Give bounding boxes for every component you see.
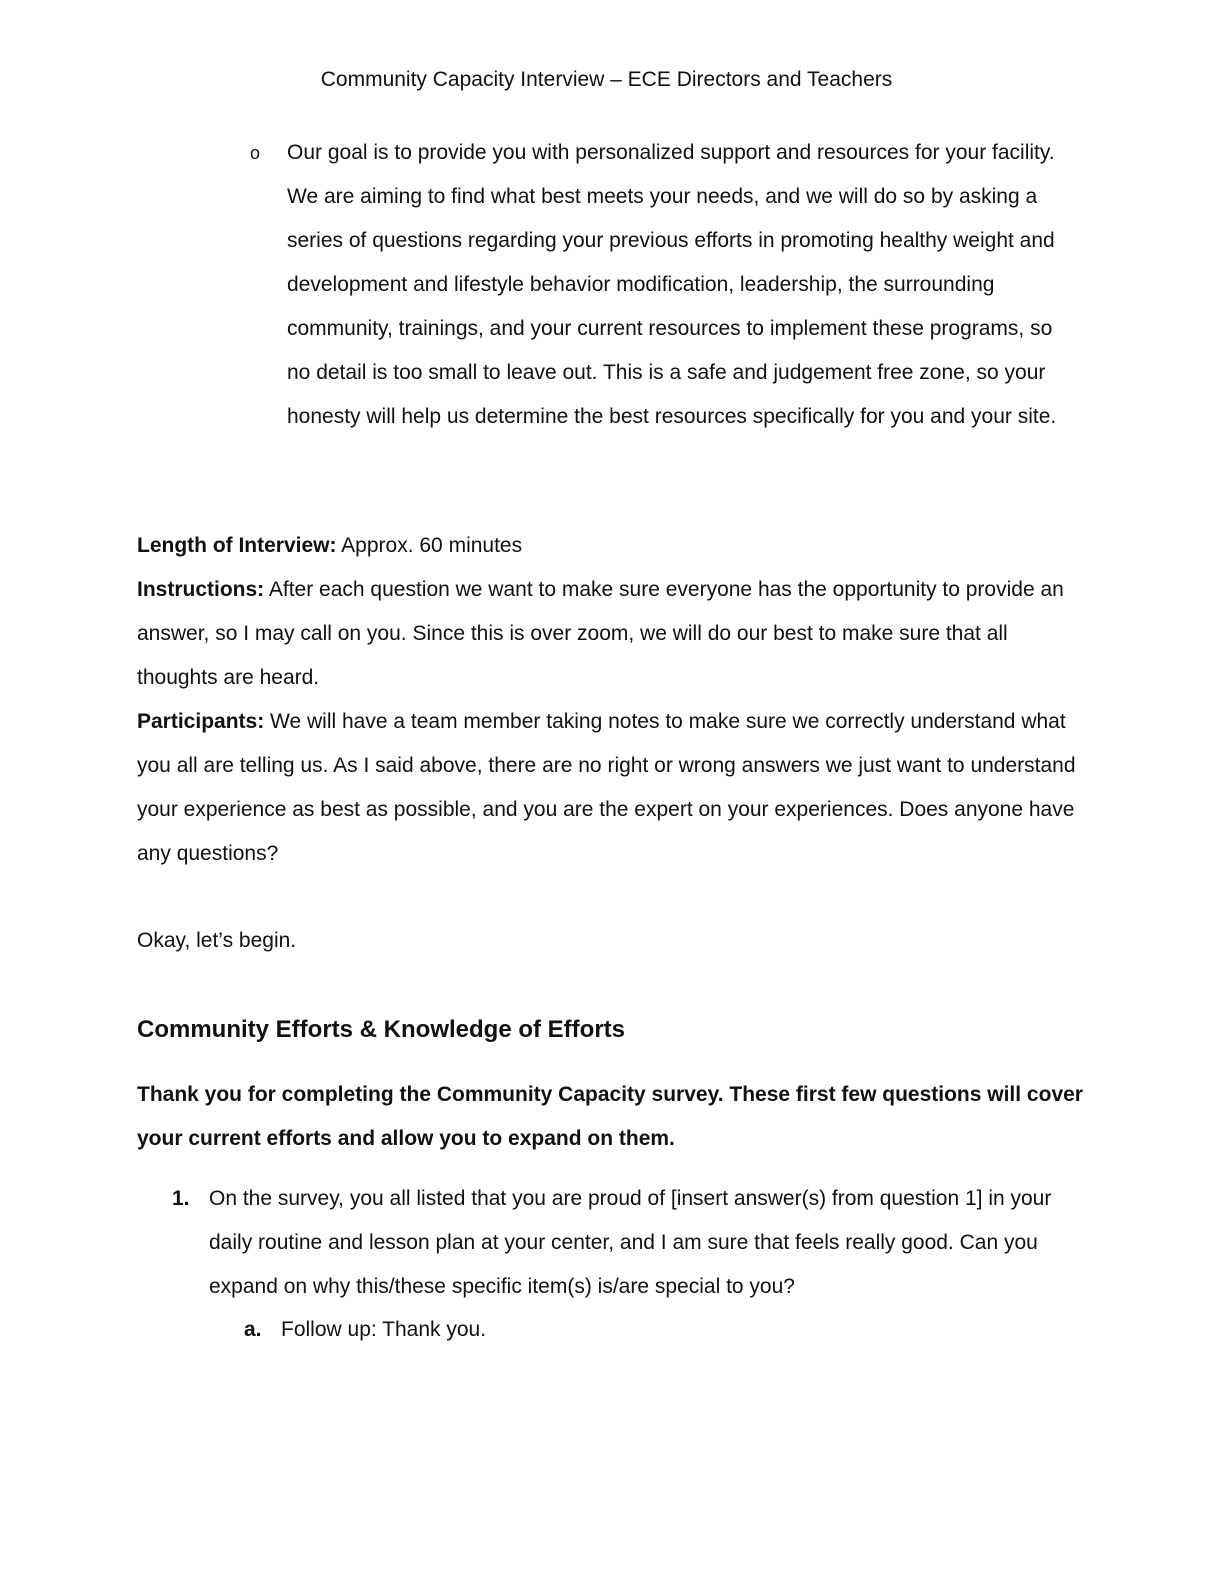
- length-label: Length of Interview:: [137, 534, 337, 557]
- question-item: [172, 1177, 1072, 1309]
- followup-text: Follow up: Thank you.: [281, 1318, 487, 1341]
- begin-text: Okay, let’s begin.: [137, 929, 297, 952]
- participants-paragraph: [137, 700, 1087, 876]
- section-intro: Thank you for completing the Community Capacity survey. These first few questions will cover your current efforts and allow you to expand on them.: [137, 1083, 1083, 1150]
- question-text: On the survey, you all listed that you are proud of [insert answer(s) from question 1] in your daily routine and lesson plan at your center, and I am sure that feels really good. Can you expand on why this/these specific item(s) is/are special to you?: [209, 1187, 1052, 1298]
- participants-label: Participants:: [137, 710, 265, 733]
- hollow-bullet-icon: o: [250, 143, 261, 163]
- instructions-label: Instructions:: [137, 578, 265, 601]
- followup-letter: a.: [244, 1318, 262, 1341]
- section-heading: Community Efforts & Knowledge of Efforts: [137, 1016, 625, 1043]
- intro-bullet-text: Our goal is to provide you with personalized support and resources for your facility. We are aiming to find what best meets your needs, and we will do so by asking a series of questions regarding your previous efforts in promoting healthy weight and development and lifestyle behavior modification, leadership, the surrounding community, trainings, and your current resources to implement these programs, so no detail is too small to leave out. This is a safe and judgement free zone, so your honesty will help us determine the best resources specifically for you and your site.: [287, 141, 1057, 428]
- intro-bullet-item: [250, 131, 1080, 439]
- length-of-interview: [137, 524, 1087, 568]
- interview-details: [137, 524, 1087, 876]
- page-header-title: Community Capacity Interview – ECE Directors and Teachers: [320, 68, 893, 91]
- followup-item: [244, 1308, 1044, 1352]
- instructions-paragraph: [137, 568, 1087, 700]
- question-number: 1.: [172, 1187, 190, 1210]
- instructions-text: After each question we want to make sure everyone has the opportunity to provide an answer, so I may call on you. Since this is over zoom, we will do our best to make sure that all thoughts are heard.: [137, 578, 1064, 689]
- length-value: Approx. 60 minutes: [336, 534, 523, 557]
- participants-text: We will have a team member taking notes to make sure we correctly understand what you all are telling us. As I said above, there are no right or wrong answers we just want to understand your experience as best as possible, and you are the expert on your experiences. Does anyone have any questions?: [137, 710, 1076, 865]
